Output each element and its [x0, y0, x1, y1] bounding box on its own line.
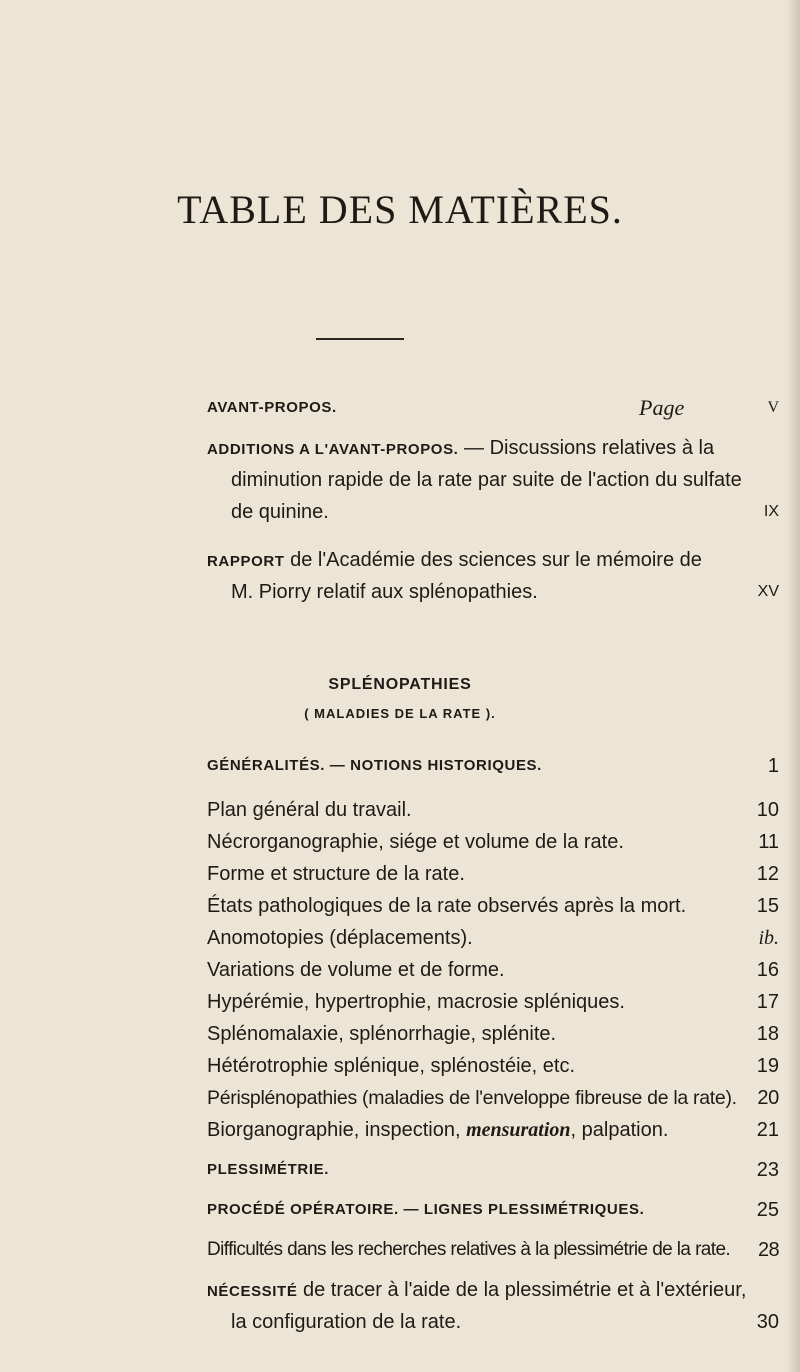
toc-entry — [207, 828, 779, 856]
toc-entry-additions-line3 — [207, 498, 779, 526]
entry-text: Anomotopies (déplacements). — [207, 927, 473, 949]
entry-text: États pathologiques de la rate observés après la mort. — [207, 895, 687, 917]
toc-entry — [207, 1156, 779, 1184]
title-rule — [316, 338, 404, 340]
toc-entry — [207, 1020, 779, 1048]
entry-page: 17 — [756, 991, 779, 1013]
entry-text: PLESSIMÉTRIE. — [207, 1161, 329, 1178]
entry-head: RAPPORT — [207, 553, 285, 570]
toc-entry-avant-propos — [207, 394, 779, 422]
section-heading: SPLÉNOPATHIES — [328, 676, 472, 693]
entry-text: Difficultés dans les recherches relatives à la plessimétrie de la rate. — [207, 1239, 731, 1260]
toc-entry — [207, 796, 779, 824]
entry-page: 11 — [758, 831, 779, 853]
entry-page: 23 — [756, 1159, 779, 1181]
entry-head: ADDITIONS A L'AVANT-PROPOS. — [207, 441, 459, 458]
section-subheading: ( MALADIES DE LA RATE ). — [304, 706, 496, 721]
entry-text: la configuration de la rate. — [231, 1311, 462, 1333]
entry-page: 28 — [757, 1239, 779, 1261]
toc-entry-necessite-line2 — [207, 1308, 779, 1336]
toc-entry — [207, 1084, 779, 1112]
entry-page: 25 — [756, 1199, 779, 1221]
entry-text: diminution rapide de la rate par suite de l'action du sulfate — [231, 469, 742, 491]
entry-text: de quinine. — [231, 501, 329, 523]
entry-text: , palpation. — [570, 1119, 669, 1141]
toc-entry-necessite-line1 — [207, 1276, 779, 1304]
entry-text: Biorganographie, inspection, — [207, 1119, 467, 1141]
toc-entry — [207, 924, 779, 952]
entry-page: IX — [763, 503, 779, 520]
toc-entry — [207, 892, 779, 920]
toc-entry-additions-line2 — [207, 466, 779, 494]
entry-text: de l'Académie des sciences sur le mémoire de — [284, 549, 702, 571]
entry-text: Plan général du travail. — [207, 799, 412, 821]
entry-page: 10 — [756, 799, 779, 821]
toc-entry — [207, 752, 779, 780]
toc-entry — [207, 1052, 779, 1080]
toc-entry — [207, 1236, 779, 1264]
toc-entry — [207, 988, 779, 1016]
entry-text: Périsplénopathies (maladies de l'enveloppe fibreuse de la rate). — [207, 1087, 737, 1109]
toc-entry-rapport-line2 — [207, 578, 779, 606]
entry-page: 30 — [756, 1311, 779, 1333]
entry-text: M. Piorry relatif aux splénopathies. — [231, 581, 538, 603]
entry-label: AVANT-PROPOS. — [207, 399, 337, 416]
entry-page: V — [767, 399, 779, 416]
toc-entry — [207, 1196, 779, 1224]
entry-page: ib. — [758, 927, 779, 949]
toc-entry — [207, 1116, 779, 1144]
toc-entry — [207, 956, 779, 984]
entry-text: Hypérémie, hypertrophie, macrosie spléniques. — [207, 991, 625, 1013]
entry-text-italic: mensuration — [466, 1119, 571, 1141]
entry-text: de tracer à l'aide de la plessimétrie et à l'extérieur, — [297, 1279, 747, 1301]
toc-entry-additions-line1 — [207, 434, 779, 462]
entry-text: Forme et structure de la rate. — [207, 863, 465, 885]
entry-page: 16 — [756, 959, 779, 981]
toc-entry — [207, 860, 779, 888]
entry-head: NÉCESSITÉ — [207, 1283, 298, 1300]
page-word: Page — [639, 395, 685, 420]
entry-page: XV — [757, 583, 779, 600]
entry-text: Nécrorganographie, siége et volume de la rate. — [207, 831, 624, 853]
entry-page: 18 — [756, 1023, 779, 1045]
page-title: TABLE DES MATIÈRES. — [177, 187, 623, 232]
entry-text: GÉNÉRALITÉS. — NOTIONS HISTORIQUES. — [207, 757, 542, 774]
entry-text: Hétérotrophie splénique, splénostéie, etc. — [207, 1055, 576, 1077]
toc-entry-rapport-line1 — [207, 546, 779, 574]
entry-text: — Discussions relatives à la — [458, 437, 715, 459]
entry-text: Variations de volume et de forme. — [207, 959, 505, 981]
entry-page: 15 — [756, 895, 779, 917]
entry-text: PROCÉDÉ OPÉRATOIRE. — LIGNES PLESSIMÉTRIQUES. — [207, 1201, 645, 1218]
entry-page: 20 — [757, 1087, 779, 1109]
entry-page: 19 — [756, 1055, 779, 1077]
entry-text: Splénomalaxie, splénorrhagie, splénite. — [207, 1023, 557, 1045]
entry-page: 12 — [756, 863, 779, 885]
entry-page: 1 — [767, 755, 779, 777]
entry-page: 21 — [756, 1119, 779, 1141]
